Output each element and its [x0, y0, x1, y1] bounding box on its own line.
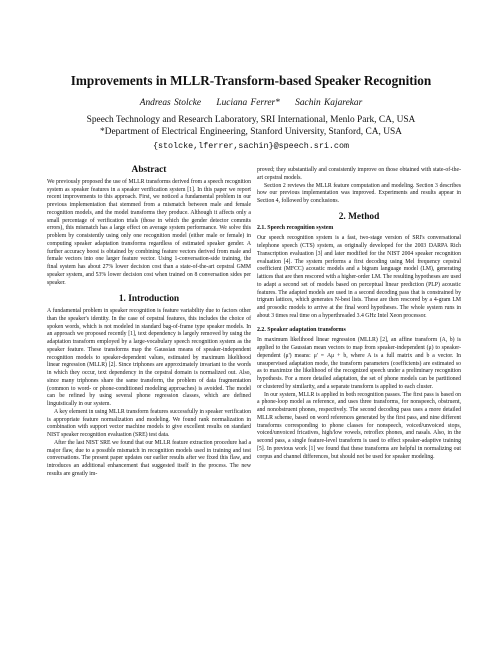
section-heading: 2. Method: [338, 211, 380, 222]
right-column: [257, 167, 461, 461]
author-email: {stolcke,lferrer,sachin}@speech.sri.com: [152, 141, 349, 151]
author-name: Luciana Ferrer*: [216, 98, 280, 108]
author-list: [0, 98, 502, 108]
paragraph: After the last NIST SRE we found that our MLLR feature extraction procedure had a major flaw, due to a possible mismatch in recognition models used in training and test conversations. The present paper updates our earlier results after we fixed this flaw, and introduces an additional enhancement that suggested itself in the process. The new results are greatly im-: [47, 439, 251, 477]
affiliation-line: Speech Technology and Research Laboratory, SRI International, Menlo Park, CA, USA: [86, 115, 416, 125]
paragraph: Section 2 reviews the MLLR feature computation and modeling. Section 3 describes how our previous implementation was improved. Experiments and results appear in Section 4, followed by conclusions.: [257, 182, 461, 204]
subsection-heading: 2.2. Speaker adaptation transforms: [257, 326, 346, 333]
paragraph: Our speech recognition system is a fast, two-stage version of SRI's conversational telephone speech (CTS) system, as originally developed for the 2003 DARPA Rich Transcription evaluation [3] and later modified for the NIST 2004 speaker recognition evaluation [4]. The system performs a first decoding using Mel frequency cepstral coefficient (MFCC) acoustic models and a bigram language model (LM), generating lattices that are then rescored with a higher-order LM. The resulting hypotheses are used to adapt a second set of models based on perceptual linear prediction (PLP) acoustic features. The adapted models are used in a second decoding pass that is constrained by trigram lattices, which generates N-best lists. These are then rescored by a 4-gram LM and prosodic models to arrive at the final word hypotheses. The whole system runs in about 3 times real time on a hyperthreaded 3.4 GHz Intel Xeon processor.: [257, 235, 461, 319]
section-heading: 1. Introduction: [118, 294, 180, 305]
paragraph: A fundamental problem in speaker recognition is feature variability due to factors other than the speaker's identity. In the case of cepstral features, this includes the choice of spoken words, which is not modeled in standard bag-of-frame type speaker models. In an approach we proposed recently [1], text dependency is largely removed by using the adaptation transform employed by a large-vocabulary speech recognition system as the speaker feature. These transforms map the Gaussian means of speaker-independent recognition models to speaker-dependent values, estimated by maximum likelihood linear regression (MLLR) [2]. Since triphones are approximately invariant to the words in which they occur, text dependency in the cepstral domain is normalized out. Also, since many triphones share the same transform, the problem of data fragmentation (common to word- or phone-conditioned modeling approaches) is avoided. The model can be refined by using several phone regression classes, which are defined linguistically in our system.: [47, 308, 251, 407]
paragraph: A key element in using MLLR transform features successfully in speaker verification is appropriate feature normalization and modeling. We found rank normalization in combination with support vector machine models to give excellent results on standard NIST speaker recognition evaluation (SRE) test data.: [47, 408, 251, 438]
paragraph: In our system, MLLR is applied in both recognition passes. The first pass is based on a phone-loop model as reference, and uses three transforms, for nonspeech, obstruent, and nonobstruent phones, respectively. The second decoding pass uses a more detailed MLLR scheme, based on word references generated by the first pass, and nine different transforms corresponding to phone classes for nonspeech, voiced/unvoiced stops, voiced/unvoiced fricatives, high/low vowels, retroflex phones, and nasals. Also, in the second pass, a single feature-level transform is used to effect speaker-adaptive training [5]. In previous work [1] we found that these transforms are helpful in normalizing out corpus and channel differences, but should not be used for speaker modeling.: [257, 391, 461, 460]
author-name: Sachin Kajarekar: [295, 98, 363, 108]
affiliation-line: *Department of Electrical Engineering, Stanford University, Stanford, CA, USA: [100, 127, 402, 137]
subsection-heading: 2.1. Speech recognition system: [257, 224, 334, 231]
paragraph: In maximum likelihood linear regression (MLLR) [2], an affine transform (A, b) is applied to the Gaussian mean vectors to map from speaker-independent (μ) to speaker-dependent (μ') means: μ' = Aμ + b, where A is a full matrix and b a vector. In unsupervised adaptation mode, the transform parameters (coefficients) are estimated so as to maximize the likelihood of the recognized speech under a preliminary recognition hypothesis. For a more detailed adaptation, the set of phone models can be partitioned or clustered by similarity, and a separate transform is applied to each cluster.: [257, 337, 461, 390]
left-column: [47, 167, 251, 479]
paper-title: Improvements in MLLR-Transform-based Speaker Recognition: [70, 73, 432, 88]
paragraph: proved; they substantially and consistently improve on those obtained with state-of-the-art cepstral models.: [257, 167, 461, 181]
author-name: Andreas Stolcke: [139, 98, 202, 108]
abstract-heading: Abstract: [131, 165, 167, 175]
abstract-text: We previously proposed the use of MLLR transforms derived from a speech recognition system as speaker features in a speaker verification system [1]. In this paper we report recent improvements to this approach. First, we noticed a fundamental problem in our previous implementation that stemmed from a mismatch between male and female recognition models, and the model transforms they produce. Although it affects only a small percentage of verification trials (those in which the gender detector commits errors), this mismatch has a large effect on average system performance. We solve this problem by consistently using only one recognition model (either male or female) in computing speaker adaptation transforms regardless of estimated speaker gender. A further accuracy boost is obtained by combining feature vectors derived from male and female vectors into one larger feature vector. Using 1-conversation-side training, the final system has about 27% lower decision cost than a state-of-the-art cepstral GMM speaker system, and 53% lower decision cost when trained on 8 conversation sides per speaker.: [47, 178, 251, 286]
